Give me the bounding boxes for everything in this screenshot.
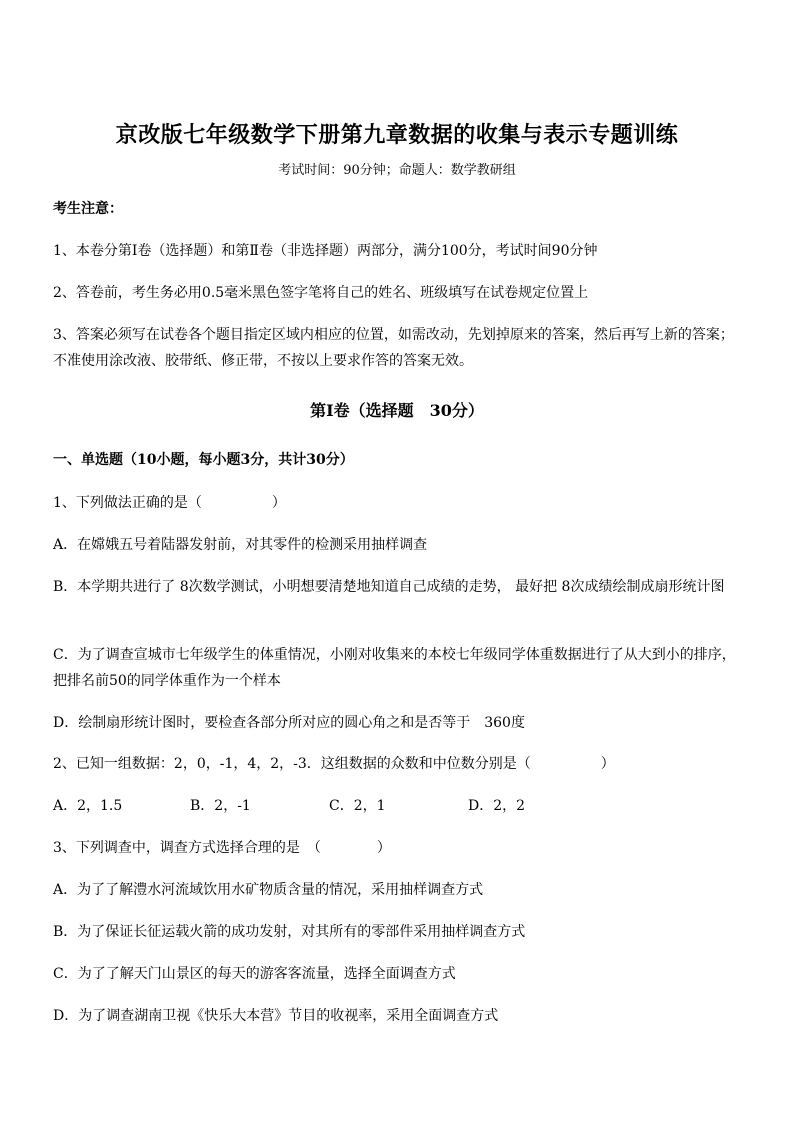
question-3-option-c: C．为了了解天门山景区的每天的游客客流量，选择全面调查方式 (53, 966, 456, 982)
notice-item-1: 1、本卷分第Ⅰ卷（选择题）和第Ⅱ卷（非选择题）两部分，满分100分，考试时间90分钟 (53, 243, 598, 259)
notice-item-3: 3、答案必须写在试卷各个题目指定区域内相应的位置，如需改动，先划掉原来的答案，然后再写上新的答案；不准使用涂改液、胶带纸、修正带，不按以上要求作答的答案无效。 (53, 327, 734, 369)
exam-title: 京改版七年级数学下册第九章数据的收集与表示专题训练 (115, 122, 679, 148)
question-1-option-d: D．绘制扇形统计图时，要检查各部分所对应的圆心角之和是否等于 360度 (53, 715, 525, 731)
part-heading: 一、单选题（10小题，每小题3分，共计30分） (53, 452, 354, 468)
question-1-stem: 1、下列做法正确的是（ ） (53, 495, 286, 511)
question-2-option-b: B．2，-1 (190, 798, 251, 814)
question-3-option-a: A．为了了解澧水河流域饮用水矿物质含量的情况，采用抽样调查方式 (53, 882, 484, 898)
question-2-option-c: C．2，1 (329, 798, 386, 814)
question-3-option-b: B．为了保证长征运载火箭的成功发射，对其所有的零部件采用抽样调查方式 (53, 924, 526, 940)
notice-heading: 考生注意： (53, 201, 123, 217)
question-3-stem: 3、下列调查中，调查方式选择合理的是 （ ） (53, 840, 391, 856)
question-3-option-d: D．为了调查湖南卫视《快乐大本营》节目的收视率，采用全面调查方式 (53, 1008, 499, 1024)
section-title: 第Ⅰ卷（选择题 30分） (310, 401, 484, 420)
question-1-option-b: B．本学期共进行了 8次数学测试，小明想要清楚地知道自己成绩的走势， 最好把 8次成绩绘制成扇形统计图 (53, 579, 725, 595)
question-1-option-a: A．在嫦娥五号着陆器发射前，对其零件的检测采用抽样调查 (53, 537, 428, 553)
question-1-option-c: C．为了调查宣城市七年级学生的体重情况，小刚对收集来的本校七年级同学体重数据进行了从大到小的排序，把排名前50的同学体重作为一个样本 (53, 647, 736, 689)
question-2-options (53, 793, 525, 819)
question-2-option-d: D．2，2 (468, 798, 526, 814)
exam-subtitle: 考试时间：90分钟；命题人：数学教研组 (278, 163, 516, 178)
question-2-stem: 2、已知一组数据：2，0，-1，4，2，-3．这组数据的众数和中位数分别是（ ） (53, 756, 615, 772)
notice-item-2: 2、答卷前，考生务必用0.5毫米黑色签字笔将自己的姓名、班级填写在试卷规定位置上 (53, 285, 589, 301)
question-2-option-a: A．2，1.5 (53, 798, 123, 814)
